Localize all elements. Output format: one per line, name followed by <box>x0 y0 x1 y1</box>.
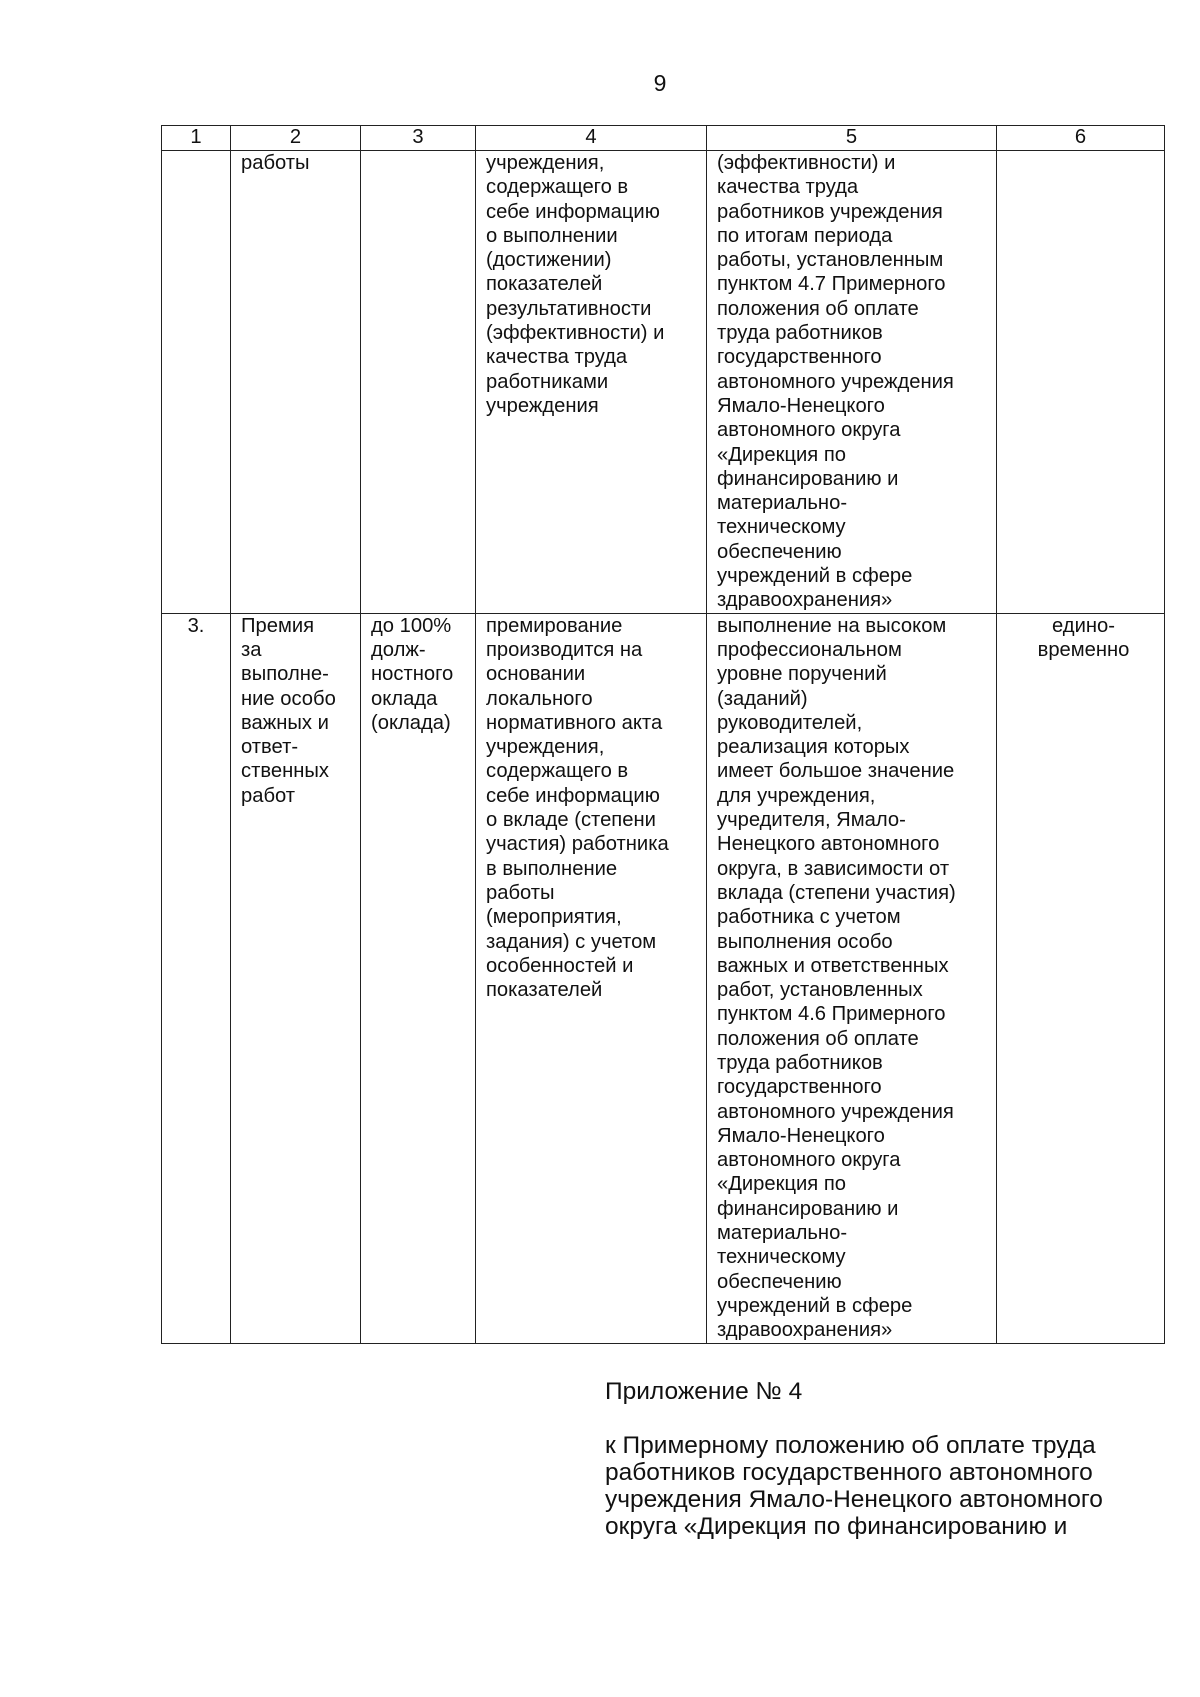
text-line: к Примерному положению об оплате труда <box>605 1432 1096 1459</box>
payment-name-cell <box>231 151 361 614</box>
page-number: 9 <box>653 70 667 96</box>
text-line: временно <box>1037 638 1130 661</box>
table-container <box>161 125 1165 1344</box>
text-line: работ <box>241 784 296 807</box>
text-line: обеспечению <box>717 1270 842 1293</box>
text-line: (достижении) <box>486 249 612 272</box>
text-line: важных и <box>241 711 329 734</box>
payment-periodicity-cell <box>997 151 1165 614</box>
column-number-cell: 4 <box>476 126 707 151</box>
text-line: работников учреждения <box>717 200 943 223</box>
payment-periodicity-cell <box>997 613 1165 1343</box>
text-line: реализация которых <box>717 736 910 759</box>
text-line: автономного учреждения <box>717 1100 954 1123</box>
text-line: о вкладе (степени <box>486 809 656 832</box>
payment-name-cell <box>231 613 361 1343</box>
text-line: Ямало-Ненецкого <box>717 1124 885 1147</box>
text-line: руководителей, <box>717 711 863 734</box>
payment-amount-cell <box>361 613 476 1343</box>
text-line: участия) работника <box>486 833 669 856</box>
text-line: учреждений в сфере <box>717 565 913 588</box>
text-line: Ненецкого автономного <box>717 833 940 856</box>
text-line: государственного <box>717 1076 882 1099</box>
text-line: (мероприятия, <box>486 906 622 929</box>
text-line: уровне поручений <box>717 663 887 686</box>
text-line: себе информацию <box>486 784 660 807</box>
row-number-cell: 3. <box>162 613 231 1343</box>
text-line: по итогам периода <box>717 224 893 247</box>
text-line: работ, установленных <box>717 979 923 1002</box>
text-line: техническому <box>717 516 846 539</box>
text-line: качества труда <box>486 346 628 369</box>
text-line: учредителя, Ямало- <box>717 809 906 832</box>
payment-conditions-cell <box>707 613 997 1343</box>
text-line: работы <box>241 152 310 174</box>
text-line: работниками <box>486 370 609 393</box>
text-line: финансированию и <box>717 467 899 490</box>
text-line: работников государственного автономного <box>605 1459 1093 1486</box>
text-line: за <box>241 638 262 661</box>
text-line: в выполнение <box>486 857 618 880</box>
text-line: ностного <box>371 663 454 686</box>
text-line: учреждения, <box>486 152 605 174</box>
text-line: пунктом 4.6 Примерного <box>717 1003 946 1026</box>
text-line: автономного округа <box>717 1149 901 1172</box>
appendix-title: Приложение № 4 <box>605 1378 803 1405</box>
text-line: оклада <box>371 687 438 710</box>
payment-table <box>161 125 1165 1344</box>
text-line: профессиональном <box>717 638 902 661</box>
text-line: учреждения, <box>486 736 605 759</box>
text-line: Ямало-Ненецкого <box>717 394 885 417</box>
payment-basis-cell <box>476 151 707 614</box>
text-line: выполнение на высоком <box>717 614 947 637</box>
text-line: до 100% <box>371 614 452 637</box>
text-line: здравоохранения» <box>717 1319 893 1342</box>
text-line: ние особо <box>241 687 336 710</box>
text-line: себе информацию <box>486 200 660 223</box>
text-line: выполнения особо <box>717 930 893 953</box>
text-line: ственных <box>241 760 329 783</box>
text-line: результативности <box>486 297 652 320</box>
text-line: для учреждения, <box>717 784 876 807</box>
payment-basis-cell <box>476 613 707 1343</box>
column-number-cell: 3 <box>361 126 476 151</box>
text-line: округа «Дирекция по финансированию и <box>605 1513 1068 1540</box>
appendix-body <box>605 1432 1165 1540</box>
text-line: учреждений в сфере <box>717 1294 913 1317</box>
table-row <box>162 151 1165 614</box>
text-line: основании <box>486 663 586 686</box>
text-line: автономного округа <box>717 419 901 442</box>
text-line: государственного <box>717 346 882 369</box>
text-line: ответ- <box>241 736 299 759</box>
text-line: учреждения <box>486 394 599 417</box>
text-line: (эффективности) и <box>486 322 665 345</box>
text-line: обеспечению <box>717 540 842 563</box>
text-line: локального <box>486 687 593 710</box>
text-line: едино- <box>1052 614 1115 637</box>
text-line: материально- <box>717 492 848 515</box>
text-line: труда работников <box>717 322 883 345</box>
text-line: долж- <box>371 638 426 661</box>
text-line: особенностей и <box>486 954 634 977</box>
text-line: учреждения Ямало-Ненецкого автономного <box>605 1486 1103 1513</box>
text-line: пунктом 4.7 Примерного <box>717 273 946 296</box>
text-line: выполне- <box>241 663 329 686</box>
text-line: содержащего в <box>486 176 629 199</box>
text-line: важных и ответственных <box>717 954 949 977</box>
table-row <box>162 613 1165 1343</box>
text-line: задания) с учетом <box>486 930 657 953</box>
text-line: премирование <box>486 614 623 637</box>
text-line: производится на <box>486 638 643 661</box>
text-line: вклада (степени участия) <box>717 881 956 904</box>
payment-amount-cell <box>361 151 476 614</box>
text-line: о выполнении <box>486 224 618 247</box>
text-line: (заданий) <box>717 687 808 710</box>
text-line: округа, в зависимости от <box>717 857 950 880</box>
text-line: Премия <box>241 614 315 637</box>
text-line: финансированию и <box>717 1197 899 1220</box>
row-number-cell <box>162 151 231 614</box>
text-line: (эффективности) и <box>717 152 896 174</box>
text-line: материально- <box>717 1222 848 1245</box>
column-number-cell: 2 <box>231 126 361 151</box>
text-line: работы <box>486 881 555 904</box>
text-line: положения об оплате <box>717 1027 919 1050</box>
text-line: (оклада) <box>371 711 451 734</box>
text-line: содержащего в <box>486 760 629 783</box>
text-line: работы, установленным <box>717 249 944 272</box>
column-number-cell: 1 <box>162 126 231 151</box>
column-number-cell: 5 <box>707 126 997 151</box>
text-line: показателей <box>486 979 603 1002</box>
text-line: автономного учреждения <box>717 370 954 393</box>
text-line: «Дирекция по <box>717 443 847 466</box>
text-line: имеет большое значение <box>717 760 955 783</box>
text-line: положения об оплате <box>717 297 919 320</box>
column-number-cell: 6 <box>997 126 1165 151</box>
text-line: здравоохранения» <box>717 589 893 612</box>
text-line: труда работников <box>717 1051 883 1074</box>
text-line: техническому <box>717 1246 846 1269</box>
table-header-row <box>162 126 1165 151</box>
payment-conditions-cell <box>707 151 997 614</box>
text-line: нормативного акта <box>486 711 663 734</box>
text-line: показателей <box>486 273 603 296</box>
text-line: работника с учетом <box>717 906 901 929</box>
text-line: качества труда <box>717 176 859 199</box>
text-line: «Дирекция по <box>717 1173 847 1196</box>
